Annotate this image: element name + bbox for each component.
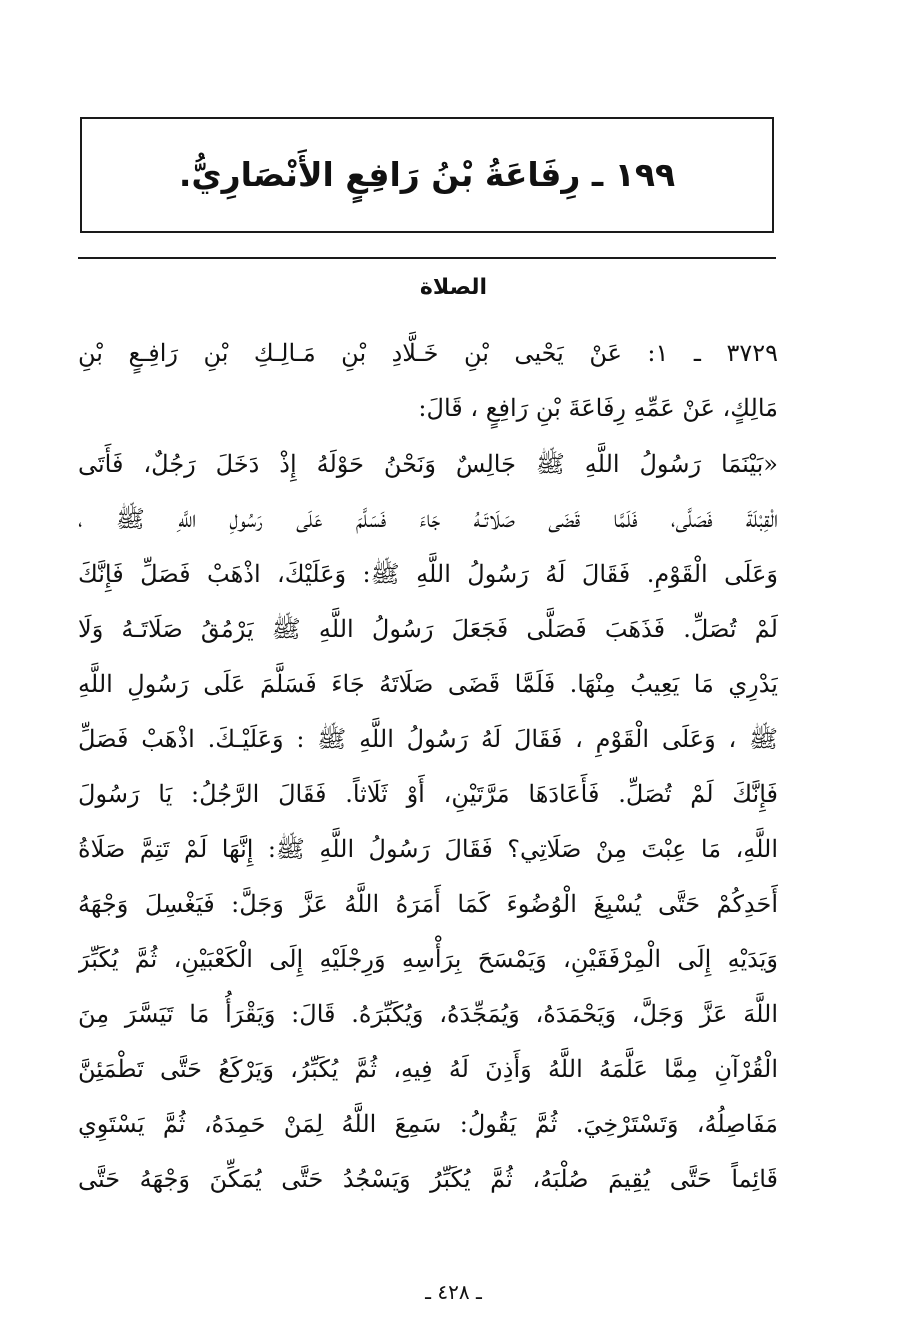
isnad-line: مَالِكٍ، عَنْ عَمِّهِ رِفَاعَةَ بْنِ رَافِعٍ ، قَالَ: — [418, 394, 778, 422]
chapter-title-box — [80, 117, 774, 233]
hadith-line: لَمْ تُصَلِّ. فَذَهَبَ فَصَلَّى فَجَعَلَ رَسُولُ اللَّهِ ﷺ يَرْمُقُ صَلَاتَـهُ وَلَا — [78, 615, 778, 643]
hadith-line: مَفَاصِلُهُ، وَتَسْتَرْخِيَ. ثُمَّ يَقُولُ: سَمِعَ اللَّهُ لِمَنْ حَمِدَهُ، ثُمَّ يَسْتَوِي — [78, 1110, 778, 1138]
hadith-line: الْقُرْآنِ مِمَّا عَلَّمَهُ اللَّهُ وَأَذِنَ لَهُ فِيهِ، ثُمَّ يُكَبِّرُ، وَيَرْكَعُ حَتَّى تَطْمَئِنَّ — [78, 1055, 778, 1083]
hadith-line: الْقِبْلَةَ فَصَلَّى، فَلَمَّا قَضَى صَلَاتَـهُ جَاءَ فَسَلَّمَ عَلَى رَسُولِ اللَّهِ ﷺ ، — [78, 505, 778, 533]
hadith-line: اللَّهِ، مَا عِبْتَ مِنْ صَلَاتِي؟ فَقَالَ رَسُولُ اللَّهِ ﷺ: إِنَّهَا لَمْ تَتِمَّ صَلَاةُ — [78, 835, 778, 863]
hadith-text — [78, 437, 778, 1207]
hadith-line: قَائِماً حَتَّى يُقِيمَ صُلْبَهُ، ثُمَّ يُكَبِّرُ وَيَسْجُدُ حَتَّى يُمَكِّنَ وَجْهَهُ حَتَّى — [78, 1165, 778, 1193]
page-number: ـ ٤٢٨ ـ — [425, 1280, 482, 1304]
hadith-line: اللَّهَ عَزَّ وَجَلَّ، وَيَحْمَدَهُ، وَيُمَجِّدَهُ، وَيُكَبِّرَهُ. قَالَ: وَيَقْرَأُ مَا تَيَسَّرَ مِنَ — [78, 1000, 778, 1028]
hadith-line: فَإِنَّكَ لَمْ تُصَلِّ. فَأَعَادَهَا مَرَّتَيْنِ، أَوْ ثَلَاثاً. فَقَالَ الرَّجُلُ: يَا رَسُولَ — [78, 780, 778, 808]
chapter-title: ١٩٩ ـ رِفَاعَةُ بْنُ رَافِعٍ الأَنْصَارِيُّ. — [178, 155, 676, 195]
horizontal-rule — [78, 257, 776, 259]
hadith-line: أَحَدِكُمْ حَتَّى يُسْبِغَ الْوُضُوءَ كَمَا أَمَرَهُ اللَّهُ عَزَّ وَجَلَّ: فَيَغْسِلَ وَجْهَهُ — [78, 890, 778, 918]
hadith-line: وَيَدَيْهِ إِلَى الْمِرْفَقَيْنِ، وَيَمْسَحَ بِرَأْسِهِ وَرِجْلَيْهِ إِلَى الْكَعْبَيْنِ، ثُمَّ يُكَبِّرَ — [78, 945, 778, 973]
hadith-line: «بَيْنَمَا رَسُولُ اللَّهِ ﷺ جَالِسٌ وَنَحْنُ حَوْلَهُ إِذْ دَخَلَ رَجُلٌ، فَأَتَى — [78, 450, 778, 478]
hadith-line: يَدْرِي مَا يَعِيبُ مِنْهَا. فَلَمَّا قَضَى صَلَاتَهُ جَاءَ فَسَلَّمَ عَلَى رَسُولِ اللَّهِ — [78, 670, 778, 698]
section-heading: الصلاة — [419, 275, 488, 300]
isnad-line: ٣٧٢٩ ـ ١: عَنْ يَحْيى بْنِ خَـلَّادِ بْنِ مَـالِـكِ بْنِ رَافِـعٍ بْنِ — [78, 339, 778, 367]
hadith-line: ﷺ ، وَعَلَى الْقَوْمِ ، فَقَالَ لَهُ رَسُولُ اللَّهِ ﷺ : وَعَلَيْـكَ. اذْهَبْ فَصَلِّ — [78, 725, 778, 753]
isnad-paragraph — [78, 326, 778, 436]
hadith-line: وَعَلَى الْقَوْمِ. فَقَالَ لَهُ رَسُولُ اللَّهِ ﷺ: وَعَلَيْكَ، اذْهَبْ فَصَلِّ فَإِنَّكَ — [78, 560, 778, 588]
